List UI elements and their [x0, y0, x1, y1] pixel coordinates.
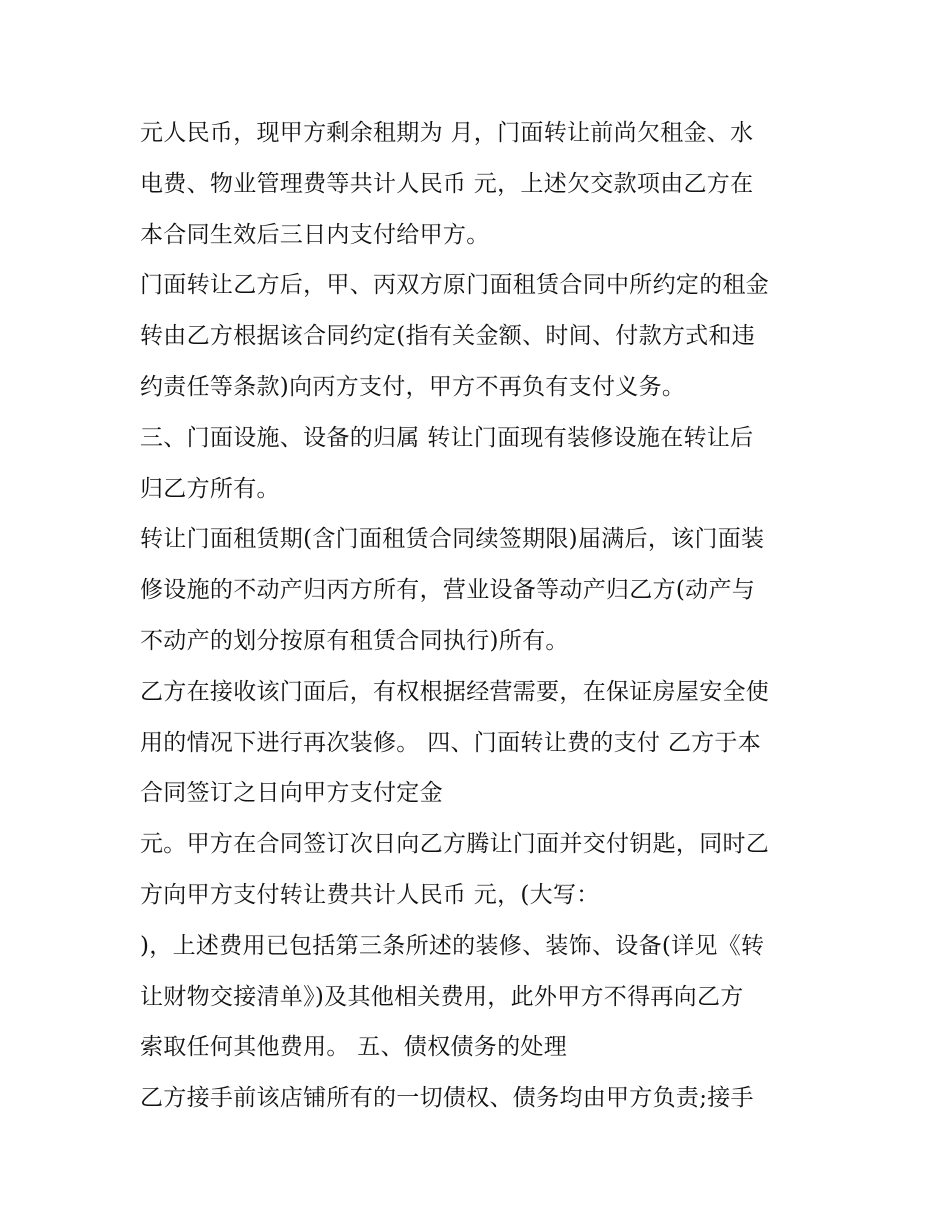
text-line: 元人民币，现甲方剩余租期为 月，门面转让前尚欠租金、水 — [140, 120, 754, 146]
text-line: 转让门面租赁期(含门面租赁合同续签期限)届满后，该门面装 — [140, 526, 765, 553]
text-line: 乙方在接收该门面后，有权根据经营需要，在保证房屋安全使 — [140, 678, 770, 705]
text-line: 用的情况下进行再次装修。 四、门面转让费的支付 乙方于本 — [140, 729, 762, 756]
text-line: 转由乙方根据该合同约定(指有关金额、时间、付款方式和违 — [140, 323, 756, 350]
text-line: 电费、物业管理费等共计人民币 元，上述欠交款项由乙方在 — [140, 170, 754, 197]
text-line: 不动产的划分按原有租赁合同执行)所有。 — [140, 627, 569, 654]
text-line: 约责任等条款)向丙方支付，甲方不再负有支付义务。 — [140, 373, 686, 400]
text-line: 索取任何其他费用。 五、债权债务的处理 — [140, 1034, 568, 1061]
contract-body-text — [140, 108, 840, 1124]
text-line: 修设施的不动产归丙方所有，营业设备等动产归乙方(动产与 — [140, 577, 756, 604]
text-line: )，上述费用已包括第三条所述的装修、装饰、设备(详见《转 — [140, 932, 765, 959]
text-line: 本合同生效后三日内支付给甲方。 — [140, 221, 490, 248]
text-line: 方向甲方支付转让费共计人民币 元，(大写： — [140, 881, 600, 908]
text-line: 让财物交接清单》)及其他相关费用，此外甲方不得再向乙方 — [140, 983, 744, 1010]
text-line: 元。甲方在合同签订次日向乙方腾让门面并交付钥匙，同时乙 — [140, 831, 770, 858]
text-line: 乙方接手前该店铺所有的一切债权、债务均由甲方负责;接手 — [140, 1085, 754, 1112]
text-line: 合同签订之日向甲方支付定金 — [140, 780, 443, 807]
text-line: 三、门面设施、设备的归属 转让门面现有装修设施在转让后 — [140, 424, 754, 451]
text-line: 归乙方所有。 — [140, 475, 280, 502]
text-line: 门面转让乙方后，甲、丙双方原门面租赁合同中所约定的租金 — [140, 272, 770, 299]
